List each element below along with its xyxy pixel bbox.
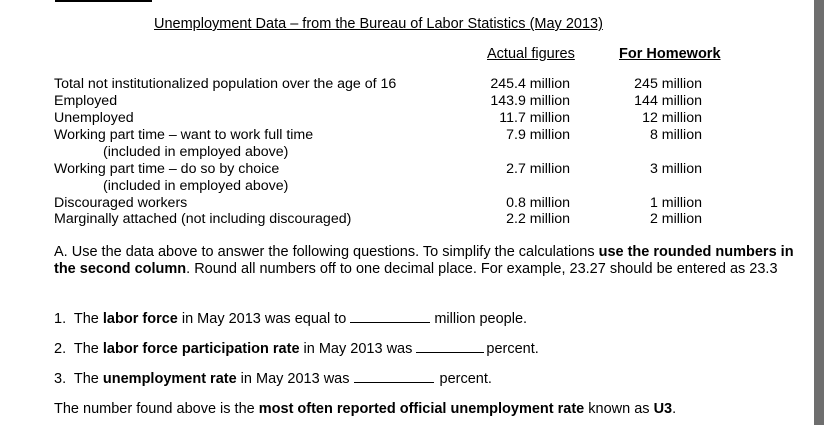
row-homework-value: 8 million: [649, 127, 702, 143]
row-homework-value: 1 million: [649, 195, 702, 211]
question-bold-term: unemployment rate: [102, 371, 237, 387]
row-homework-value: 245 million: [634, 76, 702, 92]
row-note: (included in employed above): [103, 178, 289, 194]
row-label: Unemployed: [54, 110, 134, 126]
column-header-homework: For Homework: [619, 46, 721, 62]
question-number: 2.: [54, 341, 67, 357]
question-text: The: [73, 371, 103, 387]
question-3: [54, 370, 492, 387]
row-label: Employed: [54, 93, 118, 109]
question-text: in May 2013 was equal to: [177, 311, 351, 327]
question-unit: percent.: [486, 341, 539, 357]
column-header-actual: Actual figures: [487, 46, 575, 62]
question-bold-term: labor force participation rate: [102, 341, 300, 357]
row-homework-value: 2 million: [649, 211, 702, 227]
table-row-note: [0, 178, 814, 195]
row-actual-value: 2.2 million: [506, 211, 570, 227]
footer-text: known as: [584, 401, 654, 417]
row-label: Total not institutionalized population over the age of 16: [54, 76, 397, 92]
footer-text: .: [672, 401, 677, 417]
table-row: [0, 211, 814, 228]
footer-text: The number found above is the: [54, 401, 259, 417]
row-label: Marginally attached (not including discouraged): [54, 211, 352, 227]
document-title: Unemployment Data – from the Bureau of Labor Statistics (May 2013): [154, 16, 603, 32]
instructions-bold: use the rounded numbers in the second column: [54, 244, 794, 277]
answer-blank[interactable]: [350, 310, 430, 323]
row-actual-value: 11.7 million: [499, 110, 570, 126]
question-text: The: [73, 311, 103, 327]
instructions-prefix: A. Use the data above to answer the following questions. To simplify the calculations: [54, 244, 599, 260]
table-row: [0, 195, 814, 212]
question-1: [54, 310, 527, 327]
row-actual-value: 245.4 million: [490, 76, 570, 92]
question-bold-term: labor force: [102, 311, 178, 327]
table-row-note: [0, 144, 814, 161]
row-actual-value: 7.9 million: [506, 127, 570, 143]
row-homework-value: 12 million: [642, 110, 702, 126]
table-row: [0, 76, 814, 93]
question-text: The: [73, 341, 103, 357]
table-row: [0, 161, 814, 178]
footer-bold-term: U3: [653, 401, 673, 417]
table-row: [0, 127, 814, 144]
table-row: [0, 93, 814, 110]
row-label: Working part time – want to work full time: [54, 127, 314, 143]
row-label: Working part time – do so by choice: [54, 161, 280, 177]
answer-blank[interactable]: [416, 340, 484, 353]
question-unit: million people.: [434, 311, 528, 327]
question-text: in May 2013 was: [236, 371, 354, 387]
row-label: Discouraged workers: [54, 195, 188, 211]
question-unit: percent.: [439, 371, 492, 387]
row-actual-value: 2.7 million: [506, 161, 570, 177]
row-actual-value: 143.9 million: [490, 93, 570, 109]
row-note: (included in employed above): [103, 144, 289, 160]
instructions-suffix: . Round all numbers off to one decimal place. For example, 23.27 should be entered as 23.3: [186, 261, 778, 277]
footer-bold-term: most often reported official unemployment rate: [258, 401, 585, 417]
row-homework-value: 3 million: [649, 161, 702, 177]
footer-sentence: [54, 401, 676, 417]
table-row: [0, 110, 814, 127]
answer-blank[interactable]: [354, 370, 434, 383]
top-rule: [55, 0, 152, 2]
instructions-paragraph: [54, 244, 794, 278]
question-number: 3.: [54, 371, 67, 387]
row-homework-value: 144 million: [634, 93, 702, 109]
question-text: in May 2013 was: [299, 341, 417, 357]
question-number: 1.: [54, 311, 67, 327]
row-actual-value: 0.8 million: [506, 195, 570, 211]
scrollbar-edge: [814, 0, 824, 425]
question-2: [54, 340, 539, 357]
